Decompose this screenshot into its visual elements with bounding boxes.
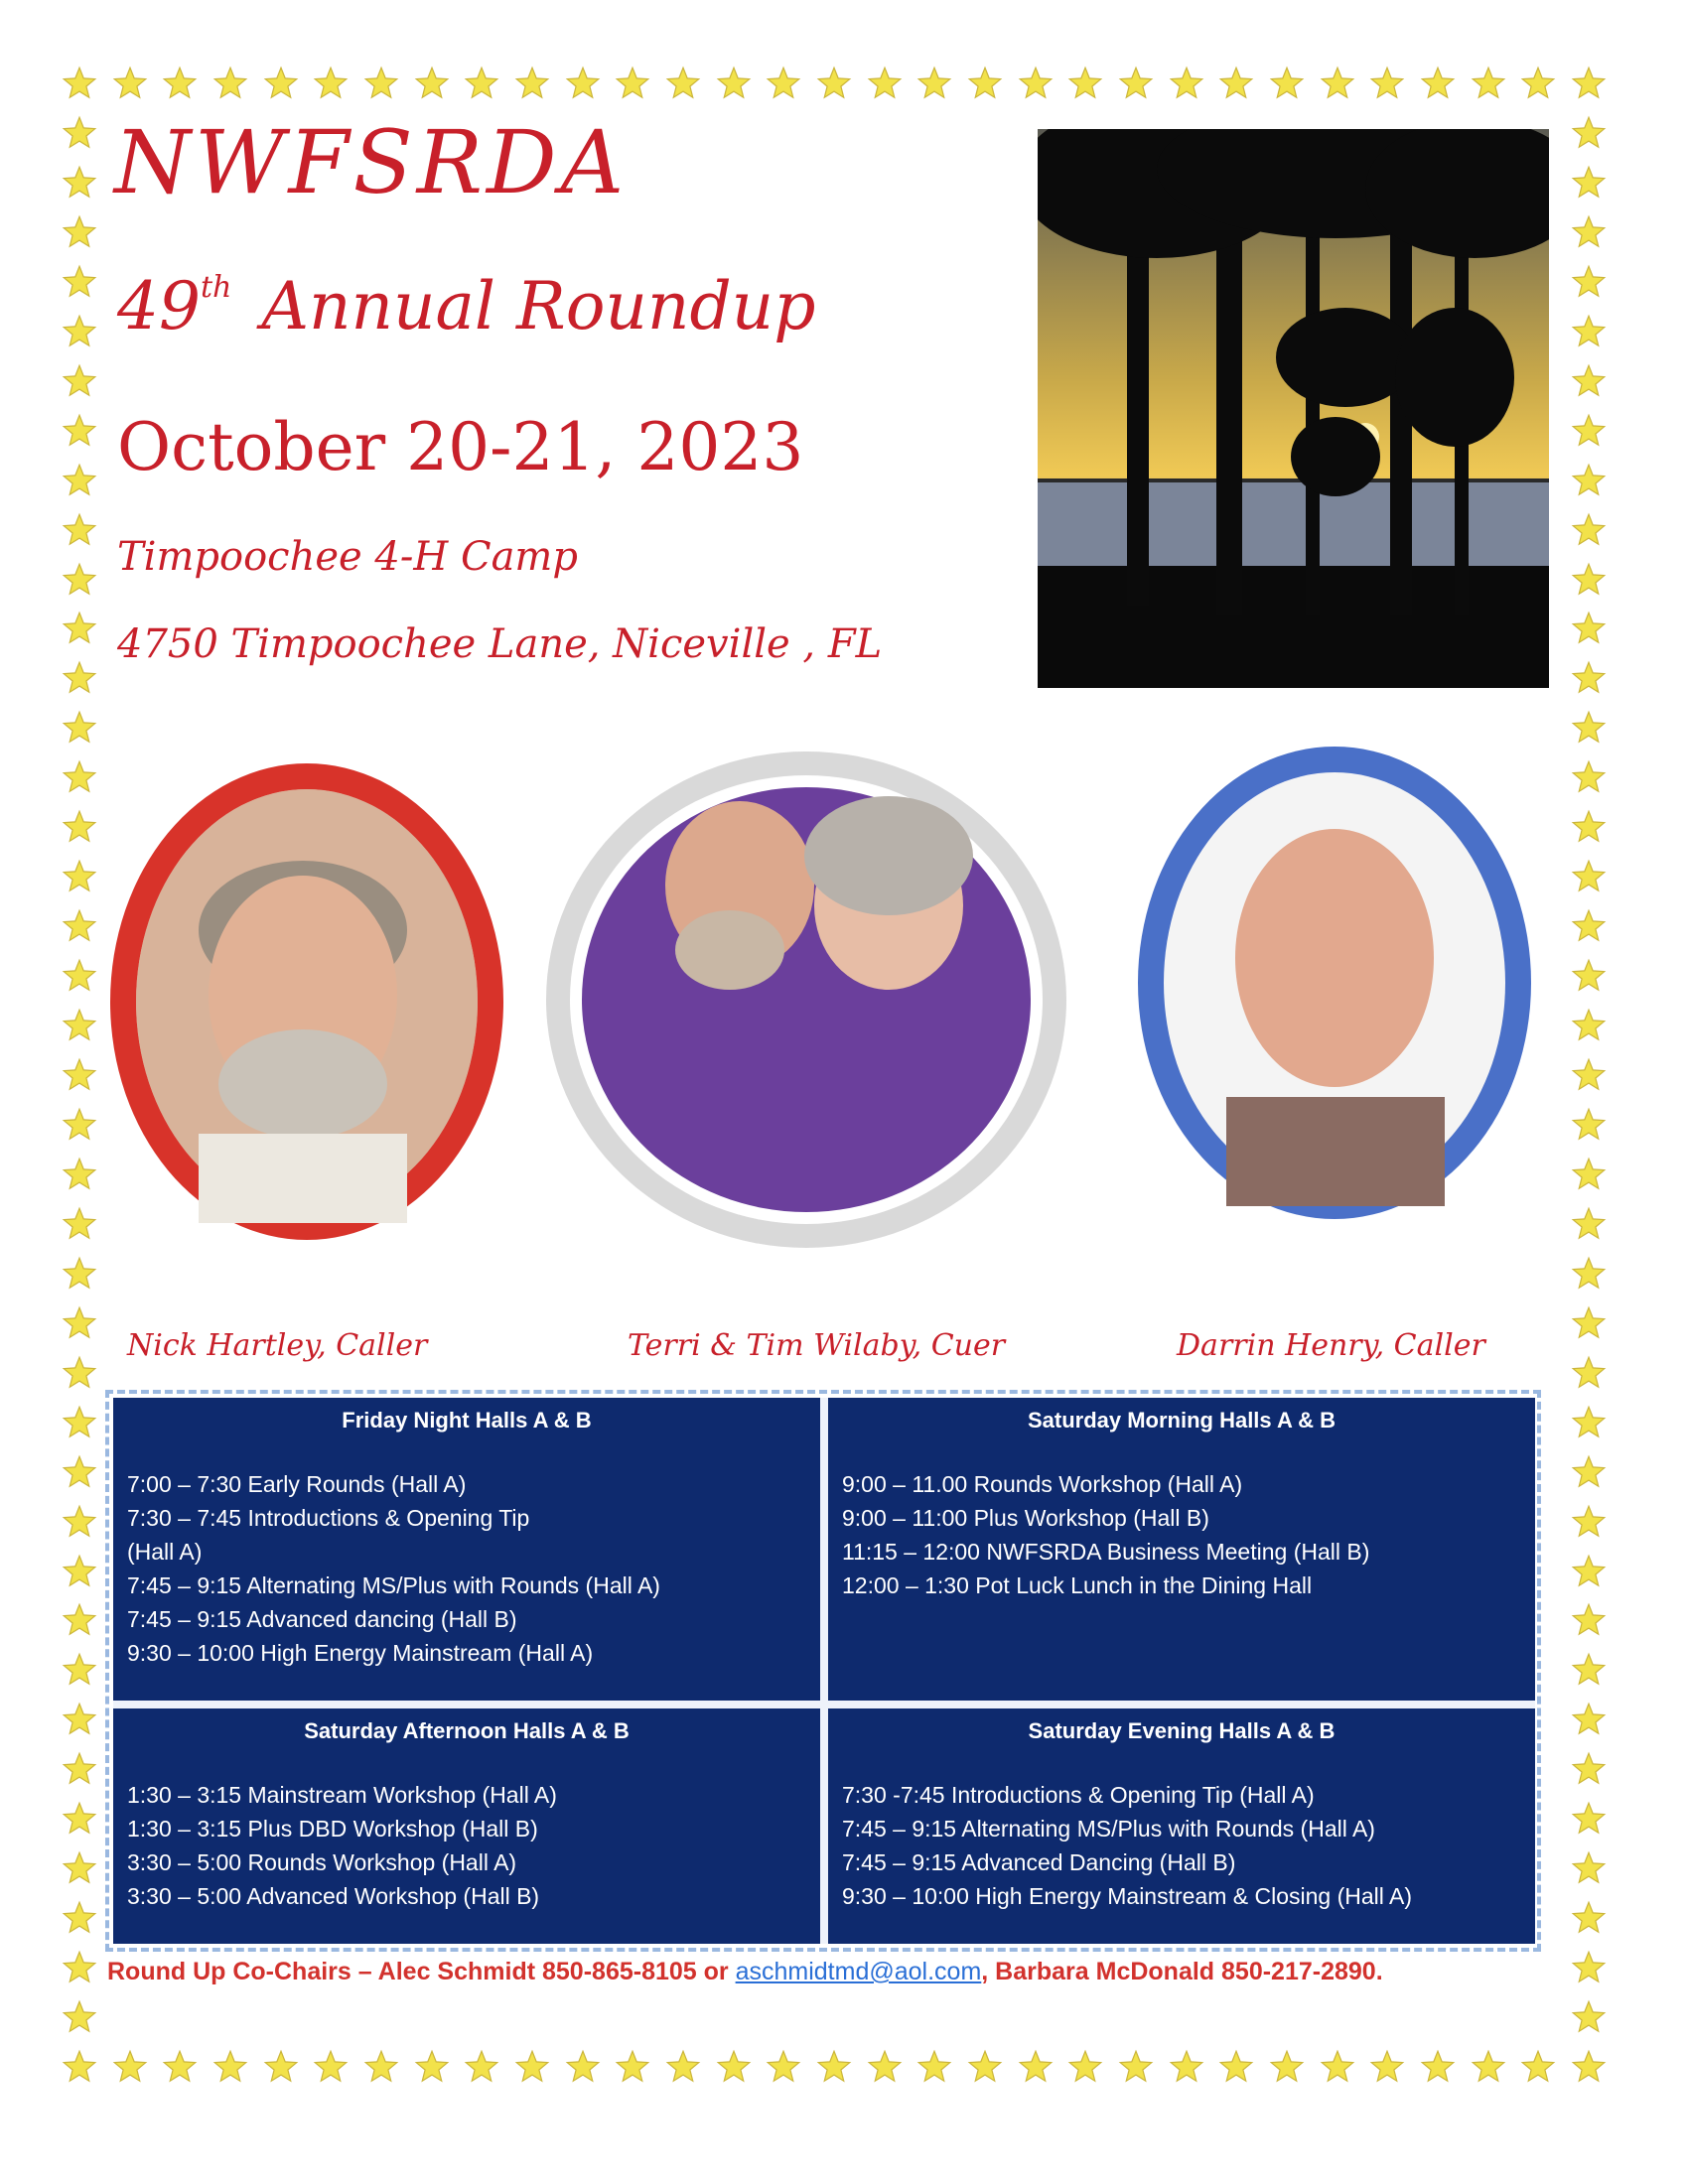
star-icon <box>1471 66 1506 101</box>
ordinal-suffix: th <box>200 270 232 305</box>
portrait-nick-hartley <box>104 756 509 1248</box>
star-icon <box>62 1305 97 1341</box>
sunset-photo <box>1038 129 1549 688</box>
event-name: Annual Roundup <box>261 268 816 344</box>
star-icon <box>62 562 97 598</box>
star-icon <box>112 66 148 101</box>
star-icon <box>162 2049 198 2085</box>
schedule-line: 7:45 – 9:15 Advanced dancing (Hall B) <box>127 1606 517 1632</box>
schedule-line: 11:15 – 12:00 NWFSRDA Business Meeting (Hall B) <box>842 1539 1370 1565</box>
star-icon <box>62 1950 97 1985</box>
schedule-line: 9:00 – 11:00 Plus Workshop (Hall B) <box>842 1505 1209 1531</box>
star-icon <box>62 363 97 399</box>
star-icon <box>1218 2049 1254 2085</box>
star-icon <box>1118 2049 1154 2085</box>
caption-darrin-henry: Darrin Henry, Caller <box>1177 1328 1485 1363</box>
star-icon <box>62 1652 97 1688</box>
org-title: NWFSRDA <box>114 111 629 213</box>
footer-suffix: , Barbara McDonald 850-217-2890. <box>981 1958 1383 1985</box>
star-icon <box>916 2049 952 2085</box>
star-icon <box>1571 859 1607 894</box>
star-icon <box>1571 1850 1607 1886</box>
star-icon <box>1420 66 1456 101</box>
contact-footer <box>107 1958 1383 1986</box>
star-icon <box>313 66 349 101</box>
star-icon <box>565 2049 601 2085</box>
star-icon <box>1169 2049 1204 2085</box>
event-dates: October 20-21, 2023 <box>117 409 804 485</box>
star-icon <box>1369 66 1405 101</box>
star-icon <box>1420 2049 1456 2085</box>
star-icon <box>313 2049 349 2085</box>
star-icon <box>514 66 550 101</box>
star-icon <box>1571 958 1607 994</box>
schedule-cell-title: Saturday Morning Halls A & B <box>1027 1408 1336 1433</box>
ordinal-number: 49 <box>117 268 201 344</box>
portrait-darrin-henry <box>1132 740 1537 1226</box>
star-icon <box>62 1355 97 1391</box>
email-link[interactable]: aschmidtmd@aol.com <box>735 1958 982 1985</box>
star-icon <box>414 66 450 101</box>
schedule-cell-title: Friday Night Halls A & B <box>342 1408 592 1433</box>
star-icon <box>1571 1554 1607 1589</box>
star-icon <box>1571 1950 1607 1985</box>
star-icon <box>1571 660 1607 696</box>
star-icon <box>967 66 1003 101</box>
star-icon <box>1571 562 1607 598</box>
star-icon <box>62 1702 97 1737</box>
star-icon <box>62 710 97 746</box>
star-icon <box>1571 115 1607 151</box>
star-icon <box>615 66 650 101</box>
star-icon <box>916 66 952 101</box>
star-icon <box>1571 512 1607 548</box>
star-icon <box>1571 1256 1607 1292</box>
star-icon <box>1571 1801 1607 1837</box>
star-icon <box>1571 66 1607 101</box>
star-icon <box>62 1405 97 1440</box>
star-icon <box>414 2049 450 2085</box>
star-icon <box>1571 611 1607 646</box>
star-icon <box>1018 66 1054 101</box>
star-icon <box>1520 2049 1556 2085</box>
caption-nick-hartley: Nick Hartley, Caller <box>127 1328 428 1363</box>
star-icon <box>766 2049 801 2085</box>
star-icon <box>1571 1702 1607 1737</box>
star-icon <box>1571 1999 1607 2035</box>
star-icon <box>62 463 97 498</box>
star-icon <box>62 759 97 795</box>
star-icon <box>62 314 97 349</box>
star-icon <box>665 2049 701 2085</box>
star-icon <box>1118 66 1154 101</box>
star-icon <box>62 2049 97 2085</box>
star-icon <box>1571 1057 1607 1093</box>
star-icon <box>1571 1157 1607 1192</box>
schedule-line: 12:00 – 1:30 Pot Luck Lunch in the Dining Hall <box>842 1572 1313 1598</box>
schedule-line: 7:00 – 7:30 Early Rounds (Hall A) <box>127 1471 467 1497</box>
schedule-line: 7:30 -7:45 Introductions & Opening Tip (Hall A) <box>842 1782 1315 1808</box>
star-icon <box>62 512 97 548</box>
schedule-line: 9:30 – 10:00 High Energy Mainstream & Closing (Hall A) <box>842 1883 1413 1909</box>
footer-prefix: Round Up Co-Chairs – Alec Schmidt 850-865-8105 or <box>107 1958 736 1985</box>
schedule-line: 9:30 – 10:00 High Energy Mainstream (Hall A) <box>127 1640 594 1666</box>
star-icon <box>363 2049 399 2085</box>
star-icon <box>1571 463 1607 498</box>
star-icon <box>62 611 97 646</box>
star-icon <box>62 1801 97 1837</box>
star-icon <box>62 660 97 696</box>
star-icon <box>1067 66 1103 101</box>
star-icon <box>363 66 399 101</box>
star-icon <box>62 1900 97 1936</box>
event-title <box>117 268 815 344</box>
star-icon <box>62 908 97 944</box>
schedule-line: 3:30 – 5:00 Rounds Workshop (Hall A) <box>127 1849 517 1875</box>
star-icon <box>464 66 499 101</box>
star-icon <box>1571 1206 1607 1242</box>
star-icon <box>1269 66 1305 101</box>
star-icon <box>62 1206 97 1242</box>
star-icon <box>1571 759 1607 795</box>
star-icon <box>1571 908 1607 944</box>
star-icon <box>1571 165 1607 201</box>
star-icon <box>62 413 97 449</box>
star-icon <box>62 165 97 201</box>
star-icon <box>1320 66 1355 101</box>
star-icon <box>1571 1355 1607 1391</box>
star-icon <box>565 66 601 101</box>
star-icon <box>514 2049 550 2085</box>
star-icon <box>1320 2049 1355 2085</box>
star-icon <box>1571 2049 1607 2085</box>
star-icon <box>62 1504 97 1540</box>
schedule-cell-title: Saturday Afternoon Halls A & B <box>304 1718 630 1743</box>
schedule-line: (Hall A) <box>127 1539 203 1565</box>
star-icon <box>1571 1751 1607 1787</box>
star-icon <box>62 66 97 101</box>
star-icon <box>1571 1305 1607 1341</box>
star-icon <box>1520 66 1556 101</box>
star-icon <box>62 1602 97 1638</box>
star-icon <box>1218 66 1254 101</box>
star-icon <box>62 1554 97 1589</box>
schedule-line: 7:45 – 9:15 Alternating MS/Plus with Rounds (Hall A) <box>127 1572 660 1598</box>
star-icon <box>62 1256 97 1292</box>
star-icon <box>867 66 903 101</box>
star-icon <box>263 2049 299 2085</box>
schedule-line: 7:45 – 9:15 Advanced Dancing (Hall B) <box>842 1849 1236 1875</box>
star-icon <box>1571 1454 1607 1490</box>
star-icon <box>816 2049 852 2085</box>
star-icon <box>62 958 97 994</box>
schedule-cell <box>113 1398 820 1701</box>
star-icon <box>62 1157 97 1192</box>
star-icon <box>816 66 852 101</box>
star-icon <box>62 1008 97 1043</box>
star-icon <box>1571 1602 1607 1638</box>
schedule-grid <box>113 1398 1535 1944</box>
star-icon <box>212 2049 248 2085</box>
schedule-line: 7:45 – 9:15 Alternating MS/Plus with Rounds (Hall A) <box>842 1816 1375 1842</box>
star-icon <box>1018 2049 1054 2085</box>
star-icon <box>615 2049 650 2085</box>
star-icon <box>1571 214 1607 250</box>
star-icon <box>162 66 198 101</box>
star-icon <box>1067 2049 1103 2085</box>
star-icon <box>464 2049 499 2085</box>
star-icon <box>1169 66 1204 101</box>
star-icon <box>665 66 701 101</box>
schedule-line: 1:30 – 3:15 Mainstream Workshop (Hall A) <box>127 1782 557 1808</box>
star-icon <box>1571 413 1607 449</box>
star-icon <box>62 214 97 250</box>
schedule-line: 1:30 – 3:15 Plus DBD Workshop (Hall B) <box>127 1816 538 1842</box>
star-icon <box>62 264 97 300</box>
star-icon <box>1471 2049 1506 2085</box>
schedule-cell-title: Saturday Evening Halls A & B <box>1028 1718 1336 1743</box>
schedule-cell <box>828 1708 1535 1944</box>
star-icon <box>1571 1504 1607 1540</box>
star-icon <box>263 66 299 101</box>
star-icon <box>62 1454 97 1490</box>
star-icon <box>62 809 97 845</box>
schedule-line: 9:00 – 11.00 Rounds Workshop (Hall A) <box>842 1471 1243 1497</box>
star-icon <box>1269 2049 1305 2085</box>
star-icon <box>62 859 97 894</box>
star-icon <box>112 2049 148 2085</box>
star-icon <box>1571 1107 1607 1143</box>
star-icon <box>716 66 752 101</box>
star-icon <box>212 66 248 101</box>
star-icon <box>62 1057 97 1093</box>
star-icon <box>1571 710 1607 746</box>
star-icon <box>716 2049 752 2085</box>
star-icon <box>766 66 801 101</box>
star-icon <box>1571 1900 1607 1936</box>
venue-name: Timpoochee 4-H Camp <box>117 534 578 580</box>
star-icon <box>62 1850 97 1886</box>
star-icon <box>867 2049 903 2085</box>
schedule-line: 7:30 – 7:45 Introductions & Opening Tip <box>127 1505 530 1531</box>
star-icon <box>62 1999 97 2035</box>
caption-wilaby: Terri & Tim Wilaby, Cuer <box>628 1328 1006 1363</box>
star-icon <box>1571 314 1607 349</box>
schedule-cell <box>113 1708 820 1944</box>
star-icon <box>1571 1652 1607 1688</box>
star-icon <box>1571 1008 1607 1043</box>
star-icon <box>1571 809 1607 845</box>
schedule-line: 3:30 – 5:00 Advanced Workshop (Hall B) <box>127 1883 540 1909</box>
schedule-cell <box>828 1398 1535 1701</box>
star-icon <box>967 2049 1003 2085</box>
star-icon <box>62 1107 97 1143</box>
star-icon <box>62 115 97 151</box>
star-icon <box>1571 1405 1607 1440</box>
venue-address: 4750 Timpoochee Lane, Niceville , FL <box>117 621 883 667</box>
star-icon <box>1571 264 1607 300</box>
star-icon <box>1571 363 1607 399</box>
star-icon <box>1369 2049 1405 2085</box>
star-icon <box>62 1751 97 1787</box>
portrait-wilaby <box>541 747 1072 1253</box>
